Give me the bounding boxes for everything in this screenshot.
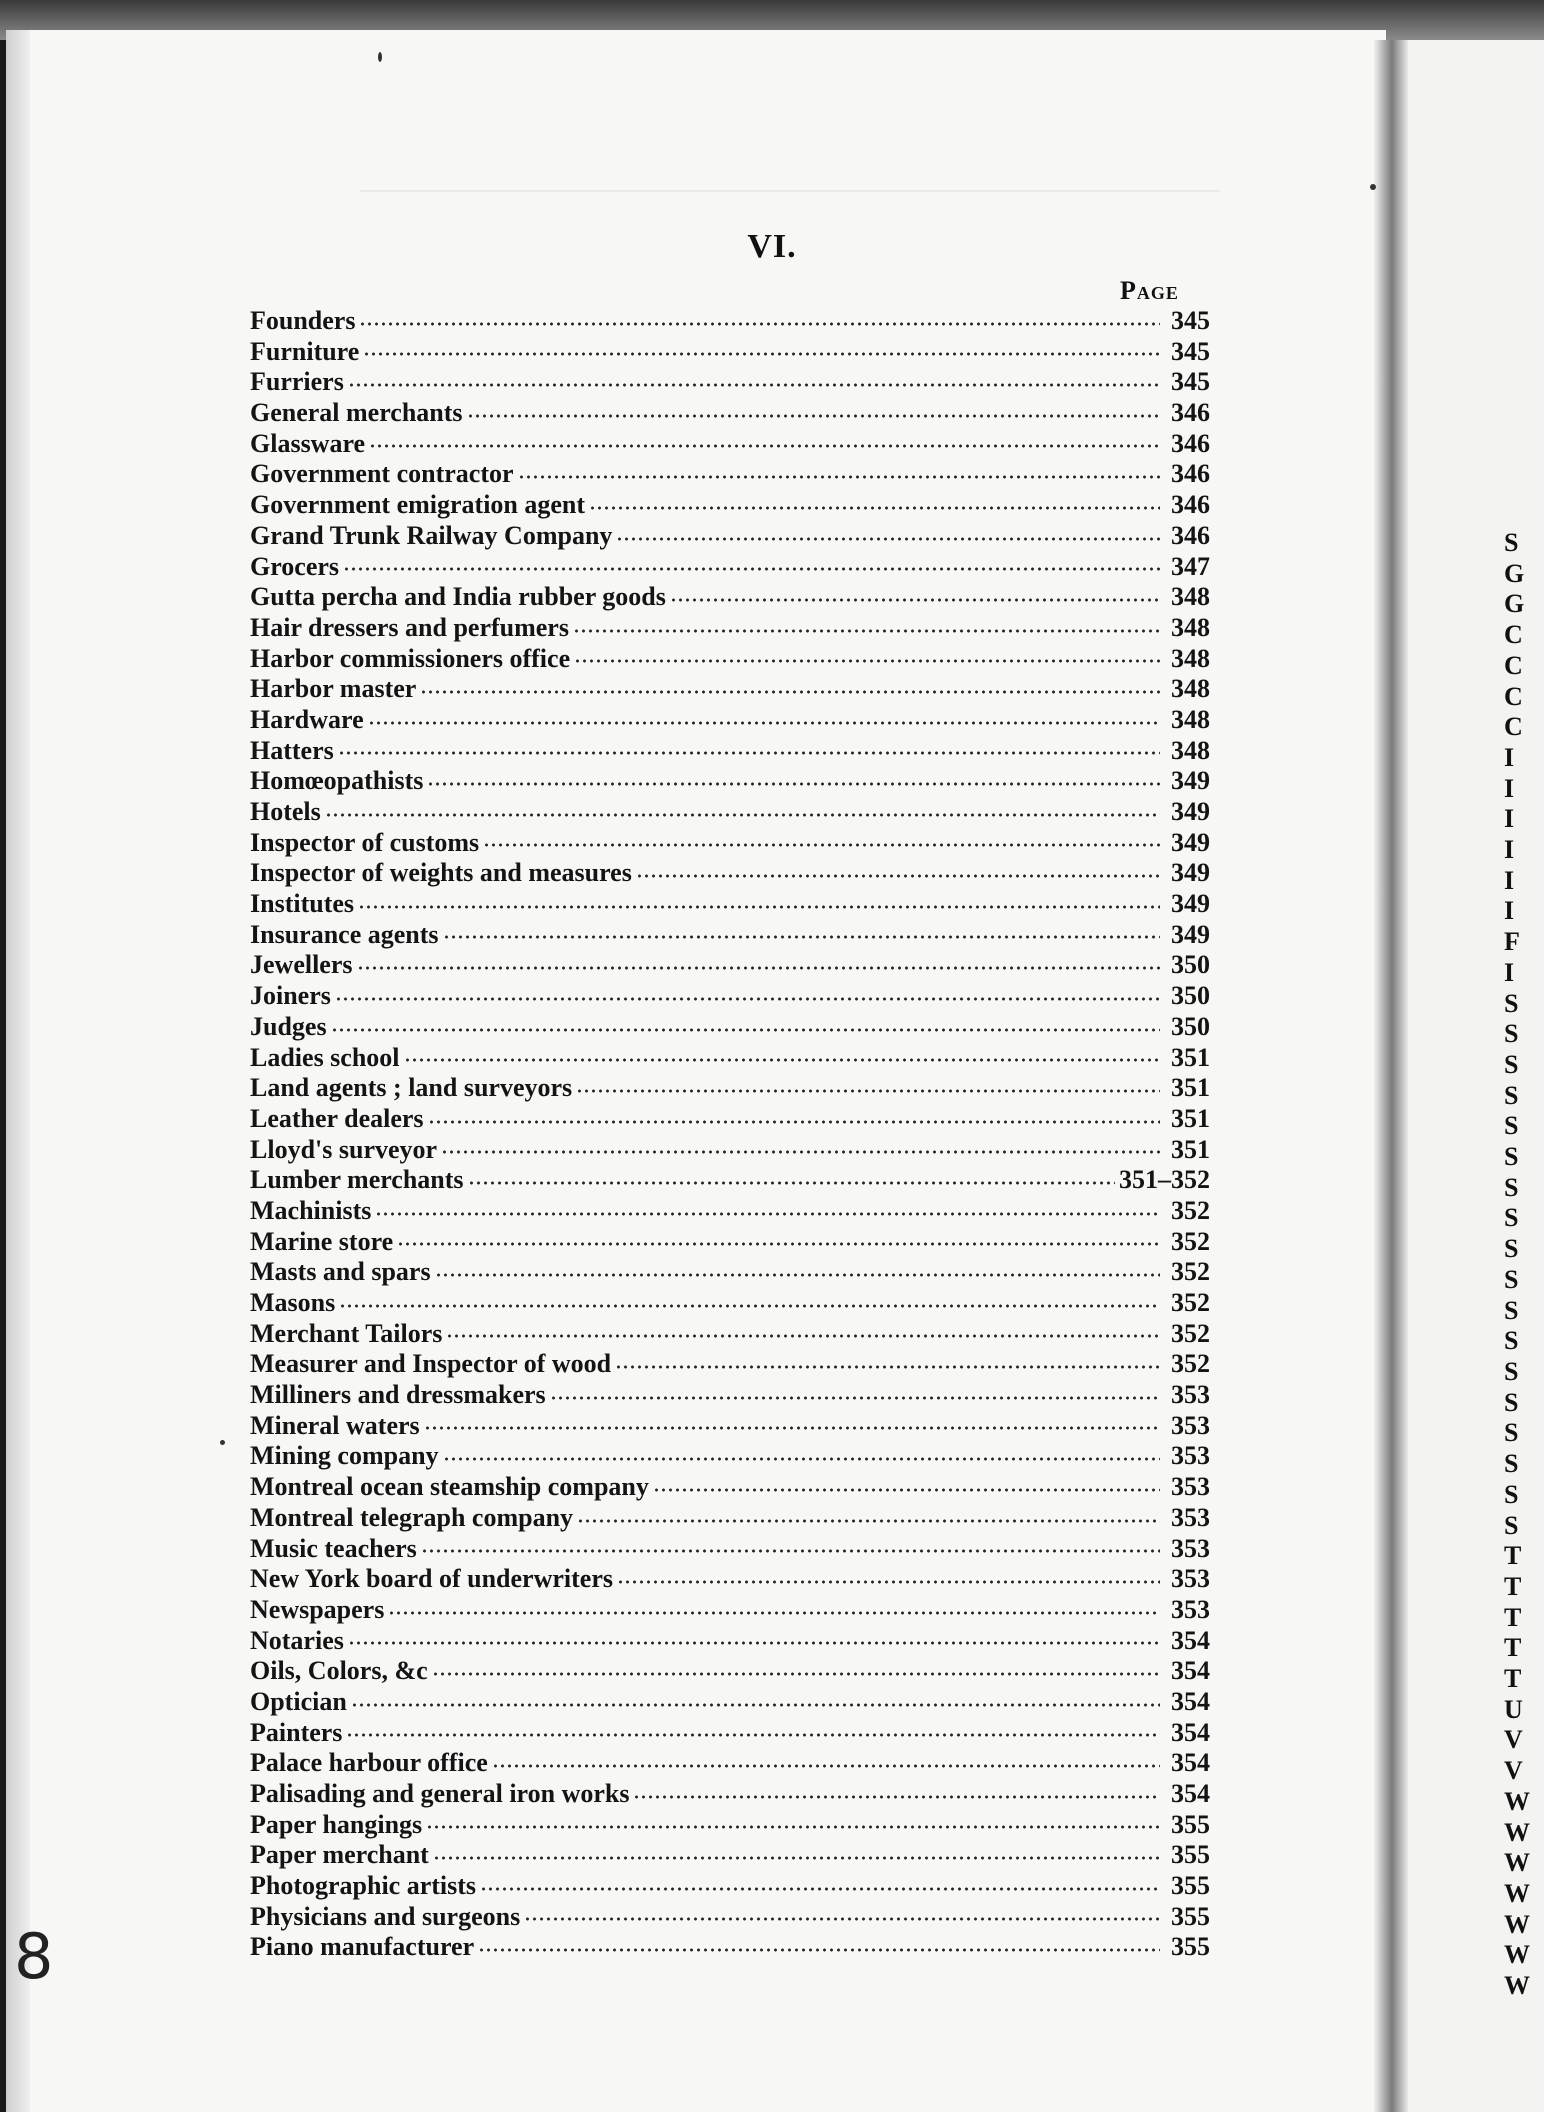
entry-page-number: 346 — [1171, 490, 1210, 520]
entry-page-number: 348 — [1171, 612, 1210, 642]
facing-page-letter: S — [1504, 1449, 1519, 1479]
index-entry — [250, 1932, 1210, 1963]
index-entry — [250, 1196, 1210, 1227]
facing-page-letter: W — [1504, 1909, 1530, 1939]
section-title: VI. — [747, 228, 797, 265]
dot-leader — [359, 320, 1160, 328]
facing-page-letter: C — [1504, 712, 1523, 742]
entry-page-number: 346 — [1171, 398, 1210, 428]
entry-label: Harbor master — [250, 674, 417, 704]
index-entry — [250, 858, 1210, 889]
facing-page-letter: S — [1504, 1019, 1519, 1049]
index-entry — [250, 1534, 1210, 1565]
entry-page-number: 349 — [1171, 889, 1210, 919]
entry-page-number: 351–352 — [1119, 1165, 1210, 1195]
index-entry — [250, 1871, 1210, 1902]
index-entry — [250, 981, 1210, 1012]
index-entry — [250, 1748, 1210, 1779]
entry-label: Oils, Colors, &c — [250, 1656, 428, 1686]
dot-leader — [325, 811, 1160, 819]
facing-page-letter: I — [1504, 957, 1515, 987]
entry-label: Marine store — [250, 1226, 394, 1256]
entry-page-number: 352 — [1171, 1195, 1210, 1225]
dot-leader — [467, 412, 1160, 420]
entry-label: Painters — [250, 1717, 343, 1747]
index-entry — [250, 459, 1210, 490]
facing-page-letter: I — [1504, 896, 1515, 926]
index-entry — [250, 1073, 1210, 1104]
entry-label: Gutta percha and India rubber goods — [250, 582, 666, 612]
dot-leader — [492, 1762, 1160, 1770]
facing-page-letter: S — [1504, 1172, 1519, 1202]
bleed-through-shadow — [360, 190, 1220, 232]
dot-leader — [636, 872, 1160, 880]
dot-leader — [480, 1885, 1160, 1893]
index-entry — [250, 429, 1210, 460]
entry-page-number: 353 — [1171, 1410, 1210, 1440]
facing-page-letter: S — [1504, 1203, 1519, 1233]
dot-leader — [441, 1148, 1160, 1156]
index-entry — [250, 1687, 1210, 1718]
facing-page-letter: I — [1504, 865, 1515, 895]
entry-label: Mining company — [250, 1441, 439, 1471]
index-entry — [250, 1595, 1210, 1626]
entry-label: Jewellers — [250, 950, 353, 980]
facing-page-letter: S — [1504, 1356, 1519, 1386]
facing-page — [1408, 40, 1544, 2112]
entry-page-number: 345 — [1171, 336, 1210, 366]
book-gutter — [1372, 40, 1408, 2112]
entry-page-number: 353 — [1171, 1594, 1210, 1624]
index-entry — [250, 1227, 1210, 1258]
dot-leader — [351, 1701, 1160, 1709]
entry-page-number: 352 — [1171, 1226, 1210, 1256]
index-entry — [250, 1564, 1210, 1595]
facing-page-letter: T — [1504, 1602, 1522, 1632]
entry-label: Montreal telegraph company — [250, 1502, 574, 1532]
index-entry — [250, 1012, 1210, 1043]
facing-page-letter: F — [1504, 927, 1520, 957]
facing-page-letter: I — [1504, 773, 1515, 803]
entry-label: Grocers — [250, 551, 340, 581]
dot-leader — [478, 1946, 1160, 1954]
dot-leader — [357, 964, 1160, 972]
index-entry — [250, 766, 1210, 797]
entry-label: Institutes — [250, 889, 355, 919]
facing-page-letters — [1504, 528, 1530, 2002]
entry-page-number: 353 — [1171, 1533, 1210, 1563]
facing-page-letter: V — [1504, 1725, 1523, 1755]
page-column-header: Page — [1120, 276, 1179, 305]
entry-page-number: 355 — [1171, 1871, 1210, 1901]
entry-page-number: 354 — [1171, 1686, 1210, 1716]
entry-page-number: 346 — [1171, 428, 1210, 458]
entry-label: Judges — [250, 1011, 327, 1041]
dot-leader — [346, 1731, 1160, 1739]
entry-label: Hardware — [250, 704, 364, 734]
dot-leader — [424, 1424, 1160, 1432]
facing-page-letter: W — [1504, 1971, 1530, 2001]
entry-label: Leather dealers — [250, 1103, 424, 1133]
index-entry — [250, 950, 1210, 981]
index-entry — [250, 1810, 1210, 1841]
entry-label: Machinists — [250, 1195, 372, 1225]
dot-leader — [670, 596, 1160, 604]
facing-page-letter: V — [1504, 1756, 1523, 1786]
index-entry — [250, 920, 1210, 951]
entry-label: Hair dressers and perfumers — [250, 612, 569, 642]
entry-page-number: 352 — [1171, 1288, 1210, 1317]
entry-label: Furniture — [250, 336, 360, 366]
dot-leader — [331, 1026, 1160, 1034]
entry-label: Masons — [250, 1288, 336, 1317]
facing-page-letter: T — [1504, 1541, 1522, 1571]
entry-page-number: 355 — [1171, 1901, 1210, 1931]
dot-leader — [369, 442, 1160, 450]
dot-leader — [404, 1056, 1160, 1064]
dot-leader — [576, 1087, 1160, 1095]
index-entry — [250, 828, 1210, 859]
facing-page-letter: W — [1504, 1848, 1530, 1878]
facing-page-letter: C — [1504, 650, 1523, 680]
dot-leader — [443, 933, 1160, 941]
facing-page-letter: G — [1504, 589, 1525, 619]
entry-page-number: 354 — [1171, 1779, 1210, 1808]
index-entry — [250, 644, 1210, 675]
entry-page-number: 347 — [1171, 551, 1210, 581]
entry-page-number: 351 — [1171, 1103, 1210, 1133]
dot-leader — [589, 504, 1160, 512]
index-entry — [250, 705, 1210, 736]
index-entry — [250, 1043, 1210, 1074]
dot-leader — [524, 1915, 1160, 1923]
entry-page-number: 354 — [1171, 1717, 1210, 1747]
facing-page-letter: T — [1504, 1633, 1522, 1663]
entry-label: Music teachers — [250, 1533, 417, 1563]
dot-leader — [432, 1670, 1160, 1678]
index-entry — [250, 1165, 1210, 1196]
facing-page-letter: I — [1504, 742, 1515, 772]
facing-page-letter: W — [1504, 1878, 1530, 1908]
entry-label: Mineral waters — [250, 1410, 420, 1440]
entry-label: Palace harbour office — [250, 1748, 488, 1778]
entry-label: Notaries — [250, 1625, 344, 1655]
facing-page-letter: S — [1504, 1418, 1519, 1448]
entry-page-number: 353 — [1171, 1564, 1210, 1594]
facing-page-letter: S — [1504, 1510, 1519, 1540]
facing-page-letter: I — [1504, 835, 1515, 865]
index-entry — [250, 1503, 1210, 1534]
entry-label: Palisading and general iron works — [250, 1779, 630, 1808]
entry-label: Masts and spars — [250, 1257, 431, 1287]
index-entry — [250, 1411, 1210, 1442]
index-entry — [250, 1349, 1210, 1380]
margin-mark: 8 — [14, 1920, 54, 1993]
index-entry — [250, 1718, 1210, 1749]
facing-page-letter: S — [1504, 1111, 1519, 1141]
entry-label: New York board of underwriters — [250, 1564, 613, 1594]
dot-leader — [633, 1793, 1160, 1801]
entry-page-number: 353 — [1171, 1380, 1210, 1410]
entry-page-number: 351 — [1171, 1042, 1210, 1072]
entry-page-number: 351 — [1171, 1134, 1210, 1164]
index-entry — [250, 736, 1210, 767]
entry-page-number: 352 — [1171, 1257, 1210, 1287]
entry-label: Inspector of weights and measures — [250, 858, 632, 888]
index-entry — [250, 521, 1210, 552]
entry-page-number: 352 — [1171, 1349, 1210, 1379]
dust-speck — [220, 1440, 225, 1445]
dot-leader — [427, 780, 1160, 788]
dot-leader — [343, 565, 1160, 573]
entry-label: Milliners and dressmakers — [250, 1380, 546, 1410]
entry-label: Ladies school — [250, 1042, 400, 1072]
facing-page-letter: W — [1504, 1817, 1530, 1847]
facing-page-letter: C — [1504, 681, 1523, 711]
dot-leader — [339, 1302, 1160, 1310]
dot-leader — [617, 1578, 1160, 1586]
entry-label: Optician — [250, 1686, 347, 1716]
index-entry — [250, 1472, 1210, 1503]
facing-page-letter: T — [1504, 1664, 1522, 1694]
dot-leader — [338, 749, 1160, 757]
entry-page-number: 350 — [1171, 1011, 1210, 1041]
dot-leader — [574, 657, 1160, 665]
entry-page-number: 353 — [1171, 1441, 1210, 1471]
entry-label: Homœopathists — [250, 766, 424, 796]
entry-page-number: 352 — [1171, 1318, 1210, 1348]
entry-label: Piano manufacturer — [250, 1932, 475, 1962]
index-entry — [250, 889, 1210, 920]
dot-leader — [468, 1179, 1115, 1187]
entry-page-number: 349 — [1171, 766, 1210, 796]
entry-page-number: 355 — [1171, 1840, 1210, 1870]
dot-leader — [550, 1394, 1160, 1402]
entry-page-number: 345 — [1171, 306, 1210, 335]
index-entry — [250, 797, 1210, 828]
dot-leader — [335, 995, 1160, 1003]
dot-leader — [348, 381, 1160, 389]
entry-label: Founders — [250, 306, 356, 335]
dot-leader — [573, 627, 1160, 635]
facing-page-letter: S — [1504, 1264, 1519, 1294]
index-entry — [250, 582, 1210, 613]
entry-label: Physicians and surgeons — [250, 1901, 521, 1931]
entry-label: Newspapers — [250, 1594, 385, 1624]
entry-label: Government emigration agent — [250, 490, 586, 520]
dot-leader — [375, 1210, 1160, 1218]
entry-label: Photographic artists — [250, 1871, 477, 1901]
entry-page-number: 348 — [1171, 674, 1210, 704]
entry-label: Insurance agents — [250, 919, 439, 949]
index-entry — [250, 1257, 1210, 1288]
entry-label: Joiners — [250, 981, 331, 1011]
facing-page-letter: W — [1504, 1940, 1530, 1970]
dot-leader — [363, 350, 1160, 358]
index-entry — [250, 1135, 1210, 1166]
dot-leader — [426, 1823, 1160, 1831]
entry-page-number: 354 — [1171, 1656, 1210, 1686]
facing-page-letter: S — [1504, 1387, 1519, 1417]
entry-label: Government contractor — [250, 459, 514, 489]
dust-speck — [378, 52, 382, 62]
entry-page-number: 350 — [1171, 950, 1210, 980]
entry-page-number: 350 — [1171, 981, 1210, 1011]
entry-page-number: 348 — [1171, 704, 1210, 734]
entry-page-number: 346 — [1171, 520, 1210, 550]
facing-page-letter: S — [1504, 1479, 1519, 1509]
dot-leader — [420, 688, 1160, 696]
index-entry — [250, 1779, 1210, 1810]
dot-leader — [518, 473, 1160, 481]
entry-page-number: 349 — [1171, 797, 1210, 826]
entry-page-number: 355 — [1171, 1809, 1210, 1839]
entry-label: General merchants — [250, 398, 463, 428]
entry-page-number: 349 — [1171, 827, 1210, 857]
index-entry — [250, 674, 1210, 705]
dot-leader — [428, 1118, 1160, 1126]
dot-leader — [616, 535, 1160, 543]
facing-page-letter: S — [1504, 1080, 1519, 1110]
entry-page-number: 348 — [1171, 643, 1210, 673]
facing-page-letter: I — [1504, 804, 1515, 834]
dot-leader — [435, 1271, 1160, 1279]
facing-page-letter: S — [1504, 528, 1519, 557]
dot-leader — [577, 1517, 1160, 1525]
entry-label: Furriers — [250, 367, 344, 397]
facing-page-letter: W — [1504, 1786, 1530, 1816]
index-entry — [250, 552, 1210, 583]
entry-page-number: 349 — [1171, 858, 1210, 888]
entry-label: Inspector of customs — [250, 827, 480, 857]
entry-label: Harbor commissioners office — [250, 643, 571, 673]
index-entry — [250, 1104, 1210, 1135]
entry-label: Measurer and Inspector of wood — [250, 1349, 612, 1379]
entry-page-number: 351 — [1171, 1073, 1210, 1103]
entry-page-number: 349 — [1171, 919, 1210, 949]
facing-page-letter: S — [1504, 988, 1519, 1018]
facing-page-letter: G — [1504, 558, 1525, 588]
facing-page-letter: S — [1504, 1295, 1519, 1325]
entry-page-number: 345 — [1171, 367, 1210, 397]
facing-page-letter: T — [1504, 1571, 1522, 1601]
entry-page-number: 346 — [1171, 459, 1210, 489]
index-entry — [250, 1319, 1210, 1350]
entry-page-number: 353 — [1171, 1502, 1210, 1532]
dot-leader — [653, 1486, 1160, 1494]
dot-leader — [421, 1547, 1160, 1555]
facing-page-letter: C — [1504, 620, 1523, 650]
entry-label: Montreal ocean steamship company — [250, 1472, 649, 1502]
entry-label: Paper hangings — [250, 1809, 423, 1839]
index-entry — [250, 1656, 1210, 1687]
dot-leader — [348, 1639, 1160, 1647]
index-entry — [250, 1840, 1210, 1871]
index-list — [250, 306, 1210, 1963]
index-entry — [250, 1902, 1210, 1933]
dot-leader — [615, 1363, 1160, 1371]
index-entry — [250, 490, 1210, 521]
entry-page-number: 355 — [1171, 1932, 1210, 1962]
dot-leader — [388, 1609, 1160, 1617]
entry-label: Hatters — [250, 735, 334, 765]
index-entry — [250, 613, 1210, 644]
page-left-edge — [6, 30, 30, 2112]
facing-page-letter: S — [1504, 1142, 1519, 1172]
entry-page-number: 348 — [1171, 735, 1210, 765]
dot-leader — [368, 719, 1160, 727]
index-entry — [250, 1626, 1210, 1657]
index-entry — [250, 367, 1210, 398]
entry-label: Grand Trunk Railway Company — [250, 520, 613, 550]
entry-label: Land agents ; land surveyors — [250, 1073, 573, 1103]
entry-page-number: 348 — [1171, 582, 1210, 612]
facing-page-letter: S — [1504, 1326, 1519, 1356]
dot-leader — [443, 1455, 1160, 1463]
dust-speck — [1370, 184, 1376, 190]
index-entry — [250, 1288, 1210, 1319]
entry-page-number: 354 — [1171, 1748, 1210, 1778]
entry-label: Hotels — [250, 797, 321, 826]
entry-label: Lumber merchants — [250, 1165, 464, 1195]
entry-label: Glassware — [250, 428, 366, 458]
entry-page-number: 354 — [1171, 1625, 1210, 1655]
dot-leader — [358, 903, 1160, 911]
index-entry — [250, 1380, 1210, 1411]
entry-label: Lloyd's surveyor — [250, 1134, 438, 1164]
entry-label: Paper merchant — [250, 1840, 429, 1870]
dot-leader — [483, 841, 1160, 849]
facing-page-letter: S — [1504, 1234, 1519, 1264]
index-entry — [250, 337, 1210, 368]
entry-label: Merchant Tailors — [250, 1318, 443, 1348]
dot-leader — [433, 1854, 1160, 1862]
entry-page-number: 353 — [1171, 1472, 1210, 1502]
facing-page-letter: U — [1504, 1694, 1523, 1724]
facing-page-letter: S — [1504, 1049, 1519, 1079]
index-entry — [250, 1441, 1210, 1472]
dot-leader — [397, 1240, 1160, 1248]
index-entry — [250, 398, 1210, 429]
dot-leader — [446, 1332, 1160, 1340]
index-entry — [250, 306, 1210, 337]
